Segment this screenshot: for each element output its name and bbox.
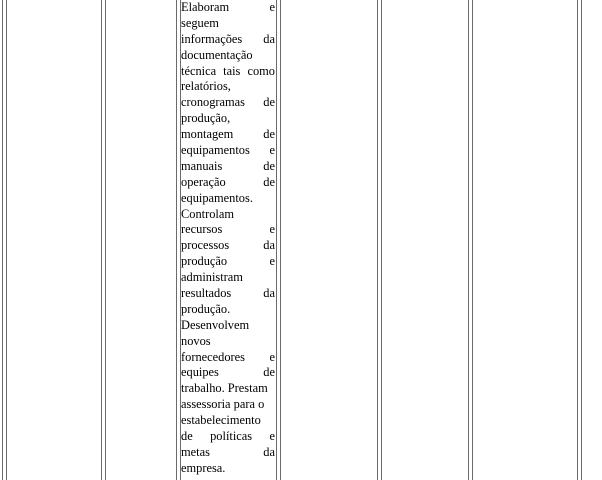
description-line: Elaboram e: [181, 0, 275, 14]
description-line: produção,: [181, 111, 231, 126]
description-line: administram: [181, 270, 243, 285]
description-line: novos: [181, 333, 211, 348]
description-line: metas da: [181, 444, 275, 459]
table-border-line: [280, 0, 281, 480]
description-line: manuais de: [181, 158, 275, 173]
description-line: produção.: [181, 301, 231, 316]
table-border-line: [468, 0, 469, 480]
table-border-line: [377, 0, 378, 480]
description-line: equipamentos e: [181, 143, 275, 158]
table-border-line: [176, 0, 177, 480]
table-border-line: [472, 0, 473, 480]
description-line: documentação: [181, 47, 253, 62]
description-line: de políticas e: [181, 429, 275, 444]
description-line: montagem de: [181, 127, 275, 142]
table-border-line: [101, 0, 102, 480]
table-border-line: [577, 0, 578, 480]
description-line: fornecedores e: [181, 349, 275, 364]
description-line: cronogramas de: [181, 95, 275, 110]
table-border-line: [2, 0, 3, 480]
description-cell: [181, 0, 275, 477]
description-line: produção e: [181, 254, 275, 269]
description-line: equipamentos.: [181, 190, 253, 205]
description-line: equipes de: [181, 365, 275, 380]
table-border-line: [581, 0, 582, 480]
description-line: Desenvolvem: [181, 317, 250, 332]
description-line: resultados da: [181, 286, 275, 301]
description-line: relatórios,: [181, 79, 231, 94]
description-line: estabelecimento: [181, 413, 261, 428]
table-border-line: [276, 0, 277, 480]
description-line: informações da: [181, 31, 275, 46]
table-border-line: [105, 0, 106, 480]
description-line: processos da: [181, 238, 275, 253]
table-border-line: [6, 0, 7, 480]
description-line: Controlam: [181, 206, 234, 221]
description-line: operação de: [181, 174, 275, 189]
table-border-line: [381, 0, 382, 480]
description-line: seguem: [181, 15, 219, 30]
description-line: técnica tais como: [181, 63, 275, 78]
description-line: assessoria para o: [181, 397, 265, 412]
description-line: recursos e: [181, 222, 275, 237]
description-line: trabalho. Prestam: [181, 381, 268, 396]
description-line: empresa.: [181, 460, 226, 475]
